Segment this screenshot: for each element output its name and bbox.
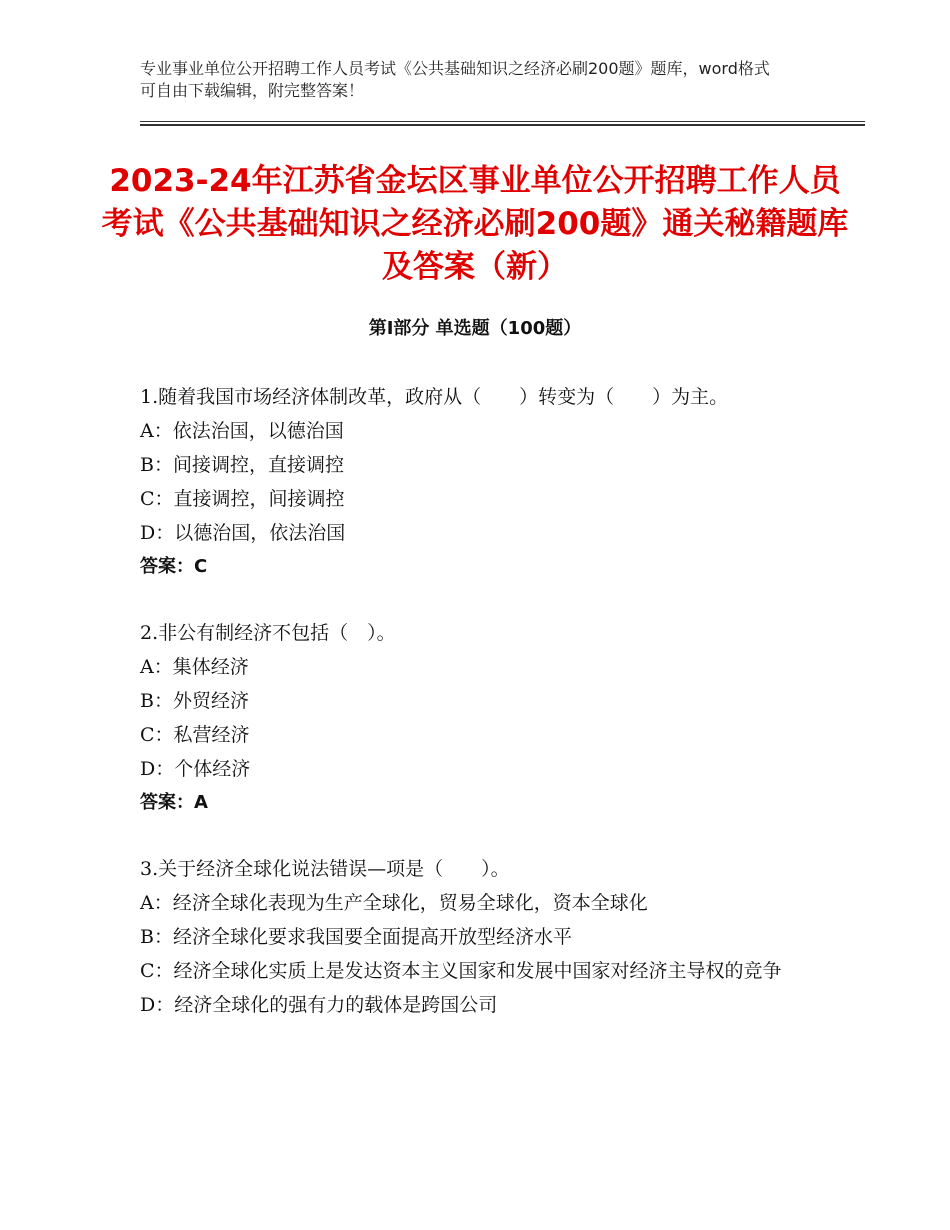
question-3 [140,852,820,1022]
option-a: A：依法治国，以德治国 [140,420,344,442]
option-b: B：经济全球化要求我国要全面提高开放型经济水平 [140,926,572,948]
option-d: D：以德治国，依法治国 [140,522,346,544]
option-c: C：经济全球化实质上是发达资本主义国家和发展中国家对经济主导权的竞争 [140,960,782,982]
answer: 答案：A [140,792,208,813]
question-stem: 1.随着我国市场经济体制改革，政府从（ ）转变为（ ）为主。 [140,386,729,408]
header-note: 专业事业单位公开招聘工作人员考试《公共基础知识之经济必刷200题》题库，word格式可自由下载编辑，附完整答案！ [140,59,770,100]
question-stem: 2.非公有制经济不包括（ ）。 [140,622,396,644]
document-title: 2023-24年江苏省金坛区事业单位公开招聘工作人员考试《公共基础知识之经济必刷200题》通关秘籍题库及答案（新） [101,163,849,285]
option-b: B：间接调控，直接调控 [140,454,344,476]
answer: 答案：C [140,556,208,577]
question-2 [140,616,820,820]
question-stem: 3.关于经济全球化说法错误—项是（ ）。 [140,858,510,880]
question-list [140,380,820,1054]
question-1 [140,380,820,584]
option-a: A：集体经济 [140,656,249,678]
option-c: C：私营经济 [140,724,250,746]
option-b: B：外贸经济 [140,690,249,712]
option-c: C：直接调控，间接调控 [140,488,345,510]
option-d: D：个体经济 [140,758,251,780]
header-divider [140,121,865,122]
option-a: A：经济全球化表现为生产全球化，贸易全球化，资本全球化 [140,892,648,914]
section-heading: 第Ⅰ部分 单选题（100题） [368,318,582,339]
header-divider-thick [140,124,865,126]
option-d: D：经济全球化的强有力的载体是跨国公司 [140,994,498,1016]
